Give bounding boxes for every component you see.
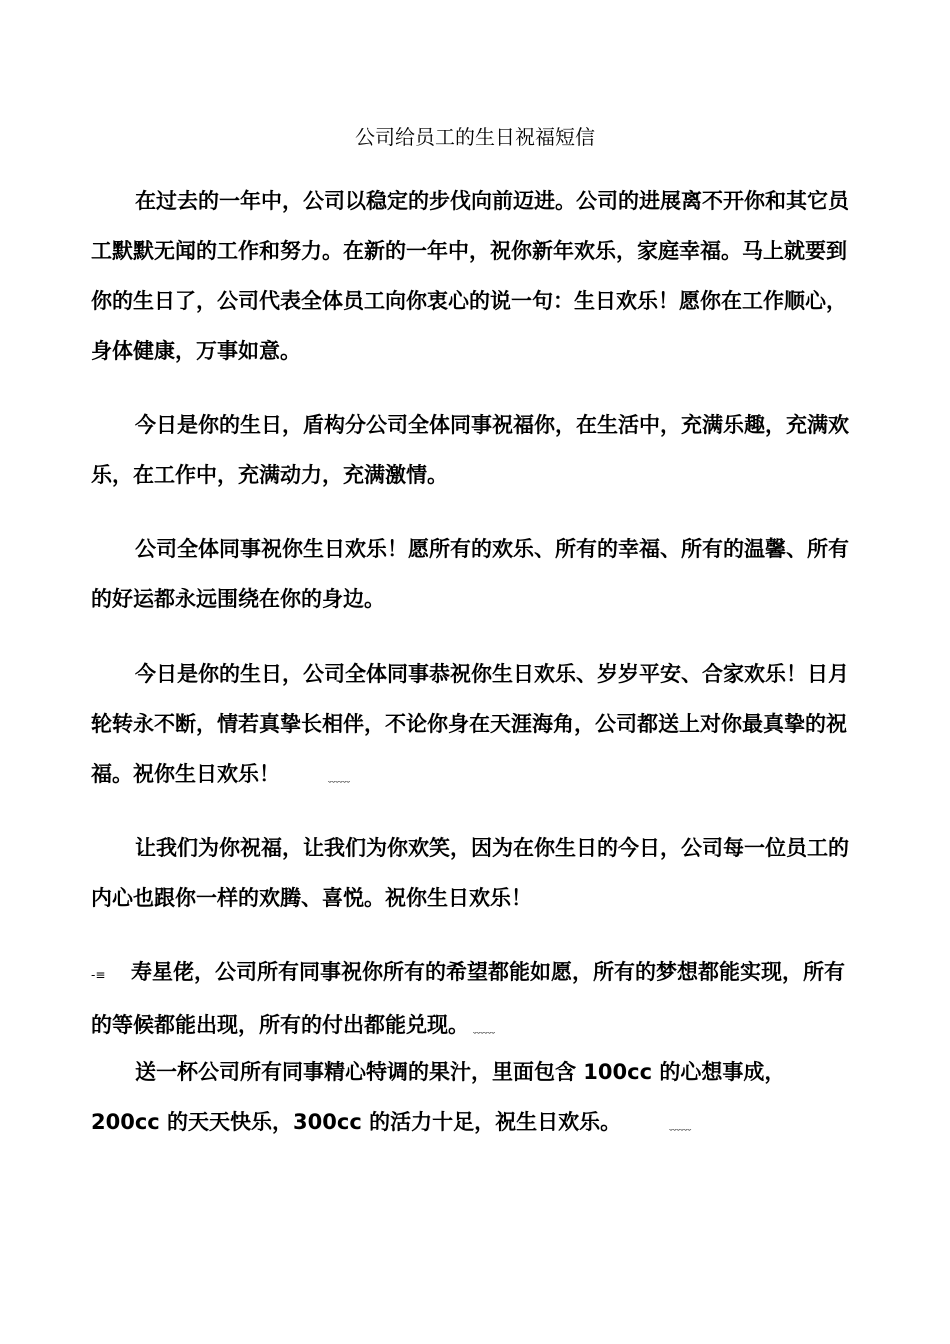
wave-mark: ﹏﹏ — [473, 1022, 495, 1035]
paragraph-text: 让我们为你祝福，让我们为你欢笑，因为在你生日的今日，公司每一位员工的内心也跟你一样的欢腾、喜悦。祝你生日欢乐！ — [91, 836, 849, 910]
paragraph-text: 今日是你的生日，盾构分公司全体同事祝福你，在生活中，充满乐趣，充满欢乐，在工作中，充满动力，充满激情。 — [91, 413, 849, 487]
lead-mark: -≡ — [91, 968, 106, 982]
paragraph-2 — [91, 400, 853, 500]
paragraph-3 — [91, 524, 853, 624]
paragraph-1 — [91, 176, 853, 376]
paragraph-text: 在过去的一年中，公司以稳定的步伐向前迈进。公司的进展离不开你和其它员工默默无闻的工作和努力。在新的一年中，祝你新年欢乐，家庭幸福。马上就要到你的生日了，公司代表全体员工向你衷心的说一句：生日欢乐！愿你在工作顺心，身体健康，万事如意。 — [91, 189, 849, 363]
paragraph-text: 寿星佬，公司所有同事祝你所有的希望都能如愿，所有的梦想都能实现，所有的等候都能出现，所有的付出都能兑现。 — [91, 960, 845, 1037]
paragraph-5 — [91, 823, 853, 923]
paragraph-text: 今日是你的生日，公司全体同事恭祝你生日欢乐、岁岁平安、合家欢乐！日月轮转永不断，情若真挚长相伴，不论你身在天涯海角，公司都送上对你最真挚的祝福。祝你生日欢乐！ — [91, 662, 849, 786]
paragraph-text: 公司全体同事祝你生日欢乐！愿所有的欢乐、所有的幸福、所有的温馨、所有的好运都永远围绕在你的身边。 — [91, 537, 849, 611]
paragraph-7 — [91, 1047, 853, 1147]
document-title: 公司给员工的生日祝福短信 — [355, 125, 595, 149]
paragraph-4 — [91, 649, 853, 799]
wave-mark: ﹏﹏ — [328, 771, 350, 784]
paragraph-6 — [91, 947, 853, 1050]
wave-mark: ﹏﹏ — [669, 1119, 692, 1132]
paragraph-text: 送一杯公司所有同事精心特调的果汁，里面包含 100cc 的心想事成，200cc 的天天快乐，300cc 的活力十足，祝生日欢乐。 — [91, 1060, 786, 1134]
